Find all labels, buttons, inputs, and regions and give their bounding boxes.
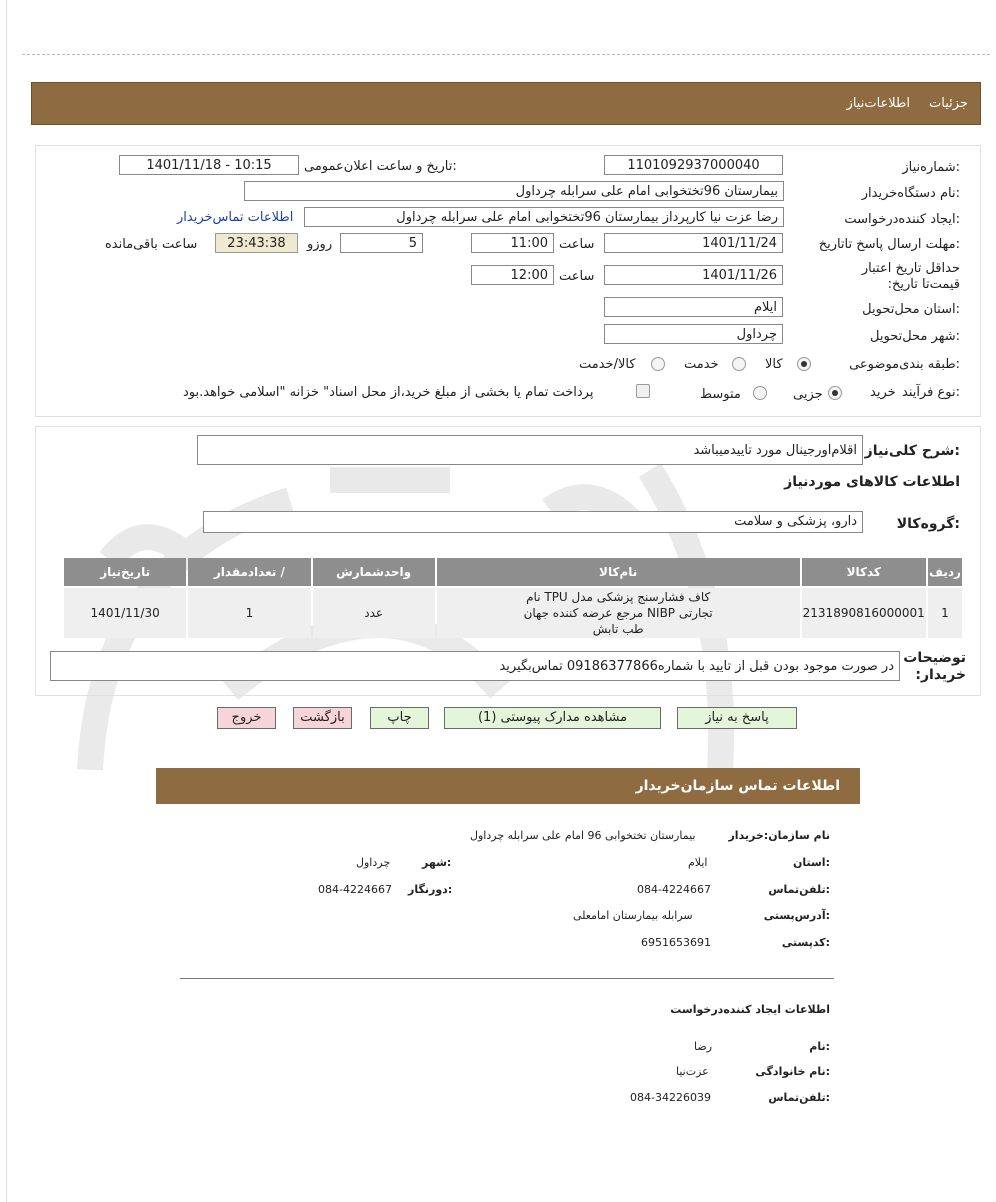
- goods-info-heading: اطلاعات کالاهای موردنیاز: [784, 474, 960, 490]
- radio-service-label: خدمت: [684, 357, 719, 372]
- cell-code: 2131890816000001: [802, 588, 926, 638]
- buyer-notes-field: در صورت موجود بودن قبل از تایید با شماره09186377866 تماس‌بگیرید: [50, 651, 900, 681]
- send-deadline-label: مهلت ارسال پاسخ تا‌تاریخ:: [818, 237, 960, 252]
- goods-group-field: دارو، پزشکی و سلامت: [203, 511, 863, 533]
- top-divider: [22, 54, 990, 55]
- payment-checkbox[interactable]: [636, 384, 650, 398]
- req-family-value: عزت‌نیا: [676, 1065, 709, 1078]
- req-phone-value: 084-34226039: [630, 1091, 711, 1104]
- contact-province-value: ایلام: [688, 856, 708, 869]
- cell-date: 1401/11/30: [64, 588, 186, 638]
- general-desc-field: اقلام‌اورجینال مورد تاییدمیباشد: [197, 435, 863, 465]
- radio-medium-label: متوسط: [700, 387, 741, 402]
- province-label: استان محل‌تحویل:: [862, 302, 960, 317]
- radio-minor[interactable]: [828, 386, 842, 400]
- reply-button[interactable]: پاسخ به نیاز: [677, 707, 797, 729]
- contact-fax-label: دورنگار:: [408, 883, 453, 896]
- buyer-org-field: بیمارستان 96تختخوابی امام علی سرابله چرداول: [244, 181, 784, 201]
- contact-phone-value: 084-4224667: [637, 883, 711, 896]
- page-left-border: [6, 0, 7, 1202]
- radio-service[interactable]: [732, 357, 746, 371]
- cell-qty: 1: [188, 588, 310, 638]
- radio-goods-label: کالا: [765, 357, 783, 372]
- contact-header-bar: [156, 768, 860, 804]
- radio-minor-label: جزیی: [793, 387, 823, 402]
- req-family-label: نام خانوادگی:: [755, 1065, 830, 1078]
- col-code-header: کدکالا: [802, 558, 926, 586]
- radio-medium[interactable]: [753, 386, 767, 400]
- days-left-field: 5: [340, 233, 423, 253]
- buyer-notes-label: توضیحات خریدار:: [903, 650, 966, 683]
- cell-row: 1: [928, 588, 962, 638]
- radio-goods-service-label: کالا/خدمت: [579, 357, 636, 372]
- back-button[interactable]: بازگشت: [293, 707, 352, 729]
- need-number-field: 1101092937000040: [604, 155, 783, 175]
- payment-note: پرداخت تمام یا بخشی از مبلغ خرید،از محل اسناد" خزانه "اسلامی خواهد.بود: [183, 385, 594, 400]
- org-name-value: بیمارستان تختخوابی 96 امام علی سرابله چرداول: [470, 829, 696, 842]
- contact-city-value: چرداول: [356, 856, 391, 869]
- contact-divider: [180, 978, 834, 979]
- col-row-header: ردیف: [928, 558, 962, 586]
- validity-label: حداقل تاریخ اعتبار قیمت‌تا تاریخ:: [861, 261, 960, 292]
- announce-datetime-field: 1401/11/18 - 10:15: [119, 155, 299, 175]
- day-and-label: روزو: [307, 237, 333, 252]
- contact-title: اطلاعات تماس سازمان‌خریدار: [635, 778, 840, 794]
- table-row: [64, 588, 962, 638]
- category-label: طبقه بندی‌موضوعی:: [849, 357, 960, 372]
- province-field: ایلام: [604, 297, 783, 317]
- hours-remaining-label: ساعت باقی‌مانده: [105, 237, 198, 252]
- attachments-button[interactable]: مشاهده مدارک پیوستی (1): [444, 707, 661, 729]
- process-type-label: نوع فرآیند:: [902, 385, 960, 400]
- contact-province-label: استان:: [792, 856, 830, 869]
- contact-postal-label: کدپستی:: [781, 936, 830, 949]
- general-desc-label: شرح کلی‌نیاز:: [864, 443, 960, 459]
- radio-goods-service[interactable]: [651, 357, 665, 371]
- contact-postal-value: 6951653691: [641, 936, 711, 949]
- exit-button[interactable]: خروج: [217, 707, 276, 729]
- col-qty-header: / تعدادمقدار: [188, 558, 310, 586]
- validity-date-field: 1401/11/26: [604, 265, 783, 285]
- buyer-contact-link[interactable]: اطلاعات تماس‌خریدار: [177, 210, 294, 225]
- contact-address-value: سرابله بیمارستان امامعلی: [573, 909, 693, 922]
- goods-table: [62, 556, 964, 640]
- tab-bar: [31, 82, 981, 125]
- tab-details[interactable]: جزئیات: [929, 96, 968, 111]
- city-field: چرداول: [604, 324, 783, 344]
- deadline-date-field: 1401/11/24: [604, 233, 783, 253]
- req-name-value: رضا: [694, 1040, 713, 1053]
- need-number-label: شماره‌نیاز:: [902, 160, 960, 175]
- buyer-org-label: نام دستگاه‌خریدار:: [861, 186, 960, 201]
- process-buy-label: خرید: [870, 385, 896, 400]
- cell-name: [437, 588, 800, 638]
- announce-datetime-label: تاریخ و ساعت اعلان‌عمومی:: [304, 159, 457, 174]
- requester-info-title: اطلاعات ایجاد کننده‌درخواست: [670, 1003, 830, 1016]
- validity-time-label: ساعت: [559, 269, 595, 284]
- col-unit-header: واحدشمارش: [313, 558, 435, 586]
- cell-name-text: کاف فشارسنج پزشکی مدل TPU نام تجارتی NIBP مرجع عرضه کننده جهان طب تابش: [523, 590, 713, 636]
- deadline-time-field: 11:00: [471, 233, 554, 253]
- radio-goods[interactable]: [797, 357, 811, 371]
- tab-need-info[interactable]: اطلاعات‌نیاز: [846, 96, 910, 111]
- validity-time-field: 12:00: [471, 265, 554, 285]
- city-label: شهر محل‌تحویل:: [870, 329, 960, 344]
- req-phone-label: تلفن‌تماس:: [768, 1091, 830, 1104]
- goods-group-label: گروه‌کالا:: [896, 516, 960, 532]
- requester-field: رضا عزت نیا کارپرداز بیمارستان 96تختخوابی امام علی سرابله چرداول: [304, 207, 784, 227]
- col-name-header: نام‌کالا: [437, 558, 800, 586]
- print-button[interactable]: چاپ: [370, 707, 429, 729]
- contact-fax-value: 084-4224667: [318, 883, 392, 896]
- cell-unit: عدد: [313, 588, 435, 638]
- contact-address-label: آدرس‌پستی:: [763, 909, 830, 922]
- org-name-label: نام سازمان:خریدار: [728, 829, 830, 842]
- requester-label: ایجاد کننده‌درخواست:: [844, 212, 960, 227]
- deadline-time-label: ساعت: [559, 237, 595, 252]
- countdown-timer: 23:43:38: [215, 233, 298, 253]
- contact-phone-label: تلفن‌تماس:: [768, 883, 830, 896]
- col-date-header: تاریخ‌نیاز: [64, 558, 186, 586]
- req-name-label: نام:: [809, 1040, 830, 1053]
- contact-city-label: شهر:: [422, 856, 452, 869]
